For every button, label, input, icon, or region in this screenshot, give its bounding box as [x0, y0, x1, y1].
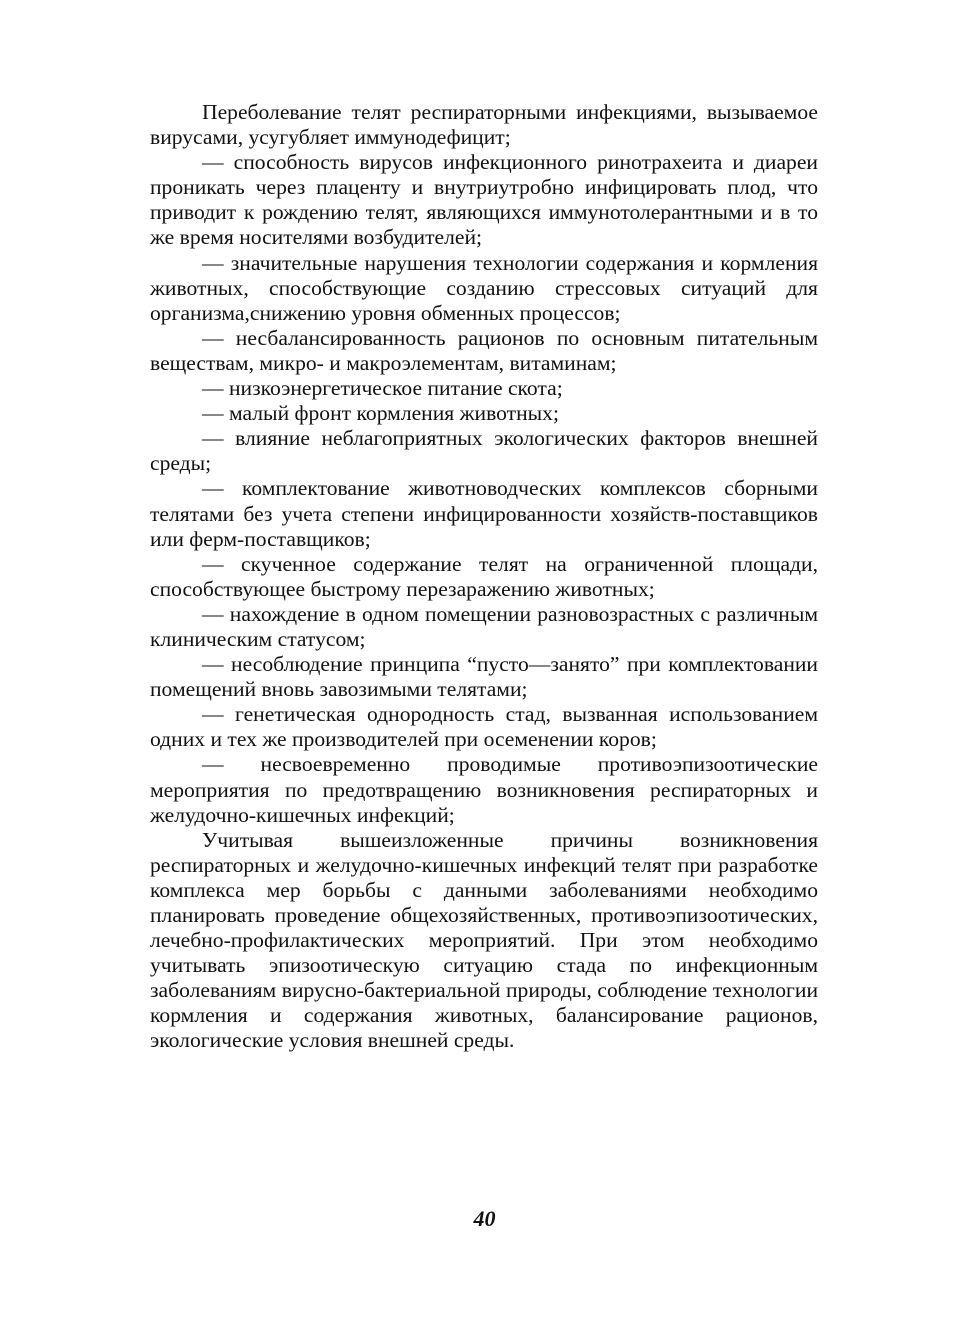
list-item: — генетическая однородность стад, вызванная использованием одних и тех же производителей при осеменении коров; [150, 702, 818, 752]
paragraph: Переболевание телят респираторными инфекциями, вызываемое вирусами, усугубляет иммунодефицит; [150, 100, 818, 150]
list-item: — способность вирусов инфекционного ринотрахеита и диареи проникать через плаценту и внутриутробно инфицировать плод, что приводит к рождению телят, являющихся иммунотолерантными и в то же время носителями возбудителей; [150, 150, 818, 250]
list-item: — малый фронт кормления животных; [202, 401, 559, 426]
list-item: — несоблюдение принципа “пусто—занято” при комплектовании помещений вновь завозимыми телятами; [150, 652, 818, 702]
list-item: — комплектование животноводческих комплексов сборными телятами без учета степени инфицированности хозяйств-поставщиков или ферм-поставщиков; [150, 476, 818, 551]
list-item: — несбалансированность рационов по основным питательным веществам, микро- и макроэлементам, витаминам; [150, 325, 818, 375]
list-item: — скученное содержание телят на ограниченной площади, способствующее быстрому перезаражению животных; [150, 551, 818, 601]
list-item: — низкоэнергетическое питание скота; [202, 376, 563, 401]
list-item: — несвоевременно проводимые противоэпизоотические мероприятия по предотвращению возникновения респираторных и желудочно-кишечных инфекций; [150, 752, 818, 827]
page-number: 40 [473, 1206, 496, 1231]
list-item: — нахождение в одном помещении разновозрастных с различным клиническим статусом; [150, 601, 818, 651]
conclusion-paragraph: Учитывая вышеизложенные причины возникновения респираторных и желудочно-кишечных инфекций телят при разработке комплекса мер борьбы с данными заболеваниями необходимо планировать проведение общехозяйственных, противоэпизоотических, лечебно-профилактических мероприятий. При этом необходимо учитывать эпизоотическую ситуацию стада по инфекционным заболеваниям вирусно-бактериальной природы, соблюдение технологии кормления и содержания животных, балансирование рационов, экологические условия внешней среды. [150, 827, 818, 1053]
page-body [150, 100, 818, 1054]
list-item: — влияние неблагоприятных экологических факторов внешней среды; [150, 426, 818, 476]
list-item: — значительные нарушения технологии содержания и кормления животных, способствующие созданию стрессовых ситуаций для организма,снижению уровня обменных процессов; [150, 250, 818, 325]
